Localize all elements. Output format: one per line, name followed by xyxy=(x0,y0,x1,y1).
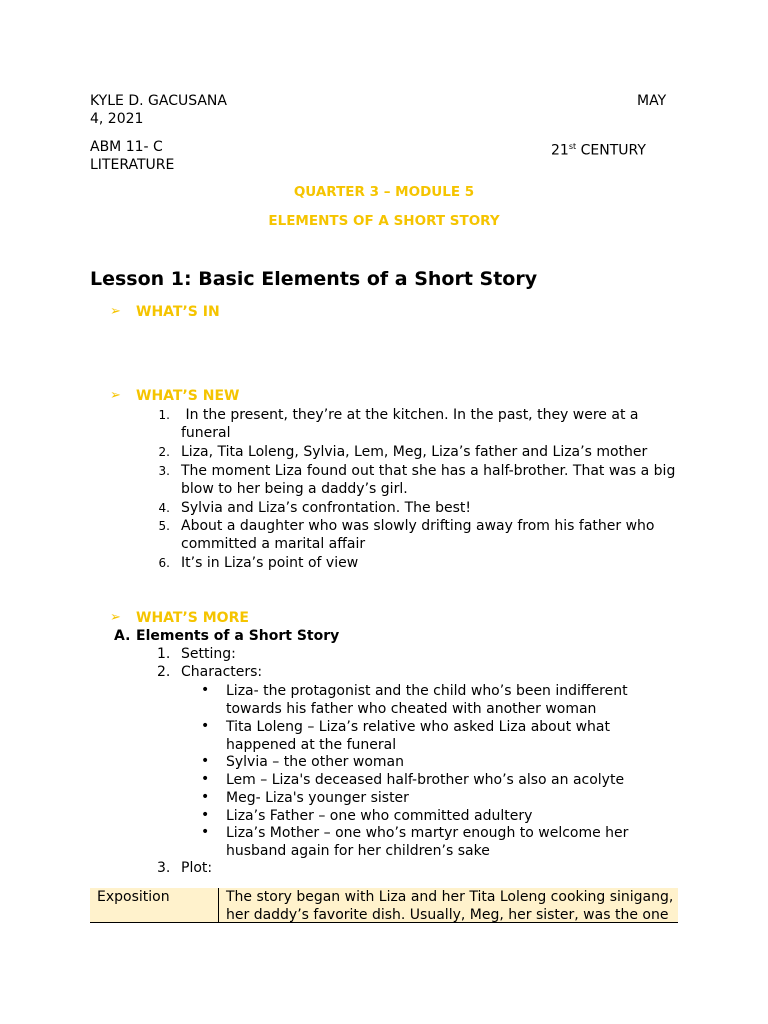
list-item: It’s in Liza’s point of view xyxy=(181,555,359,571)
arrow-icon: ➢ xyxy=(110,610,121,625)
bullet-icon: • xyxy=(201,753,210,769)
subject-title: 21st CENTURY xyxy=(551,142,646,159)
student-name: KYLE D. GACUSANA xyxy=(90,93,227,109)
character-item: Liza’s Mother – one who’s martyr enough to welcome her husband again for her children’s sake xyxy=(226,825,629,859)
list-item: Liza, Tita Loleng, Sylvia, Lem, Meg, Liza’s father and Liza’s mother xyxy=(181,444,648,460)
list-number: 3. xyxy=(158,464,170,478)
setting-label: Setting: xyxy=(181,646,236,662)
bullet-icon: • xyxy=(201,771,210,787)
arrow-icon: ➢ xyxy=(110,388,121,403)
characters-label: Characters: xyxy=(181,664,263,680)
list-number: 5. xyxy=(158,519,170,533)
section-whats-in: WHAT’S IN xyxy=(136,304,220,320)
list-number: 4. xyxy=(158,501,170,515)
table-divider xyxy=(218,888,219,922)
module-title: ELEMENTS OF A SHORT STORY xyxy=(268,213,500,229)
character-item: Sylvia – the other woman xyxy=(226,754,404,770)
bullet-icon: • xyxy=(201,682,210,698)
character-item: Lem – Liza's deceased half-brother who’s also an acolyte xyxy=(226,772,625,788)
section-whats-new: WHAT’S NEW xyxy=(136,388,240,404)
list-item: Sylvia and Liza’s confrontation. The best! xyxy=(181,500,471,516)
character-item: Liza’s Father – one who committed adultery xyxy=(226,808,533,824)
bullet-icon: • xyxy=(201,718,210,734)
list-item: About a daughter who was slowly drifting away from his father who committed a marital affair xyxy=(181,518,655,552)
list-number: 1. xyxy=(157,646,171,662)
list-item: In the present, they’re at the kitchen. In the past, they were at a funeral xyxy=(181,407,639,441)
plot-cell-label: Exposition xyxy=(97,889,170,905)
plot-label: Plot: xyxy=(181,860,213,876)
character-item: Liza- the protagonist and the child who’s been indifferent towards his father who cheated with another woman xyxy=(226,683,628,717)
list-number: 6. xyxy=(158,556,170,570)
section-label: ABM 11- C xyxy=(90,139,163,155)
lesson-heading: Lesson 1: Basic Elements of a Short Story xyxy=(90,268,538,290)
list-number: 3. xyxy=(157,860,171,876)
date-month: MAY xyxy=(637,93,667,109)
list-number: 2. xyxy=(158,445,170,459)
plot-text-line: The story began with Liza and her Tita Loleng cooking sinigang, xyxy=(226,889,674,905)
plot-cell-text xyxy=(226,888,673,924)
section-whats-more: WHAT’S MORE xyxy=(136,610,249,626)
bullet-icon: • xyxy=(201,789,210,805)
list-number: 1. xyxy=(158,408,170,422)
list-number: 2. xyxy=(157,664,171,680)
date-rest: 4, 2021 xyxy=(90,111,144,127)
subsection-title: Elements of a Short Story xyxy=(136,628,340,644)
plot-text-line: her daddy’s favorite dish. Usually, Meg, her sister, was the one xyxy=(226,907,669,923)
arrow-icon: ➢ xyxy=(110,304,121,319)
subject-rest: LITERATURE xyxy=(90,157,175,173)
character-item: Meg- Liza's younger sister xyxy=(226,790,409,806)
subsection-letter: A. xyxy=(114,628,131,644)
bullet-icon: • xyxy=(201,824,210,840)
quarter-title: QUARTER 3 – MODULE 5 xyxy=(293,184,475,200)
character-item: Tita Loleng – Liza’s relative who asked Liza about what happened at the funeral xyxy=(226,719,610,753)
bullet-icon: • xyxy=(201,807,210,823)
list-item: The moment Liza found out that she has a half-brother. That was a big blow to her being a daddy’s girl. xyxy=(181,463,676,497)
